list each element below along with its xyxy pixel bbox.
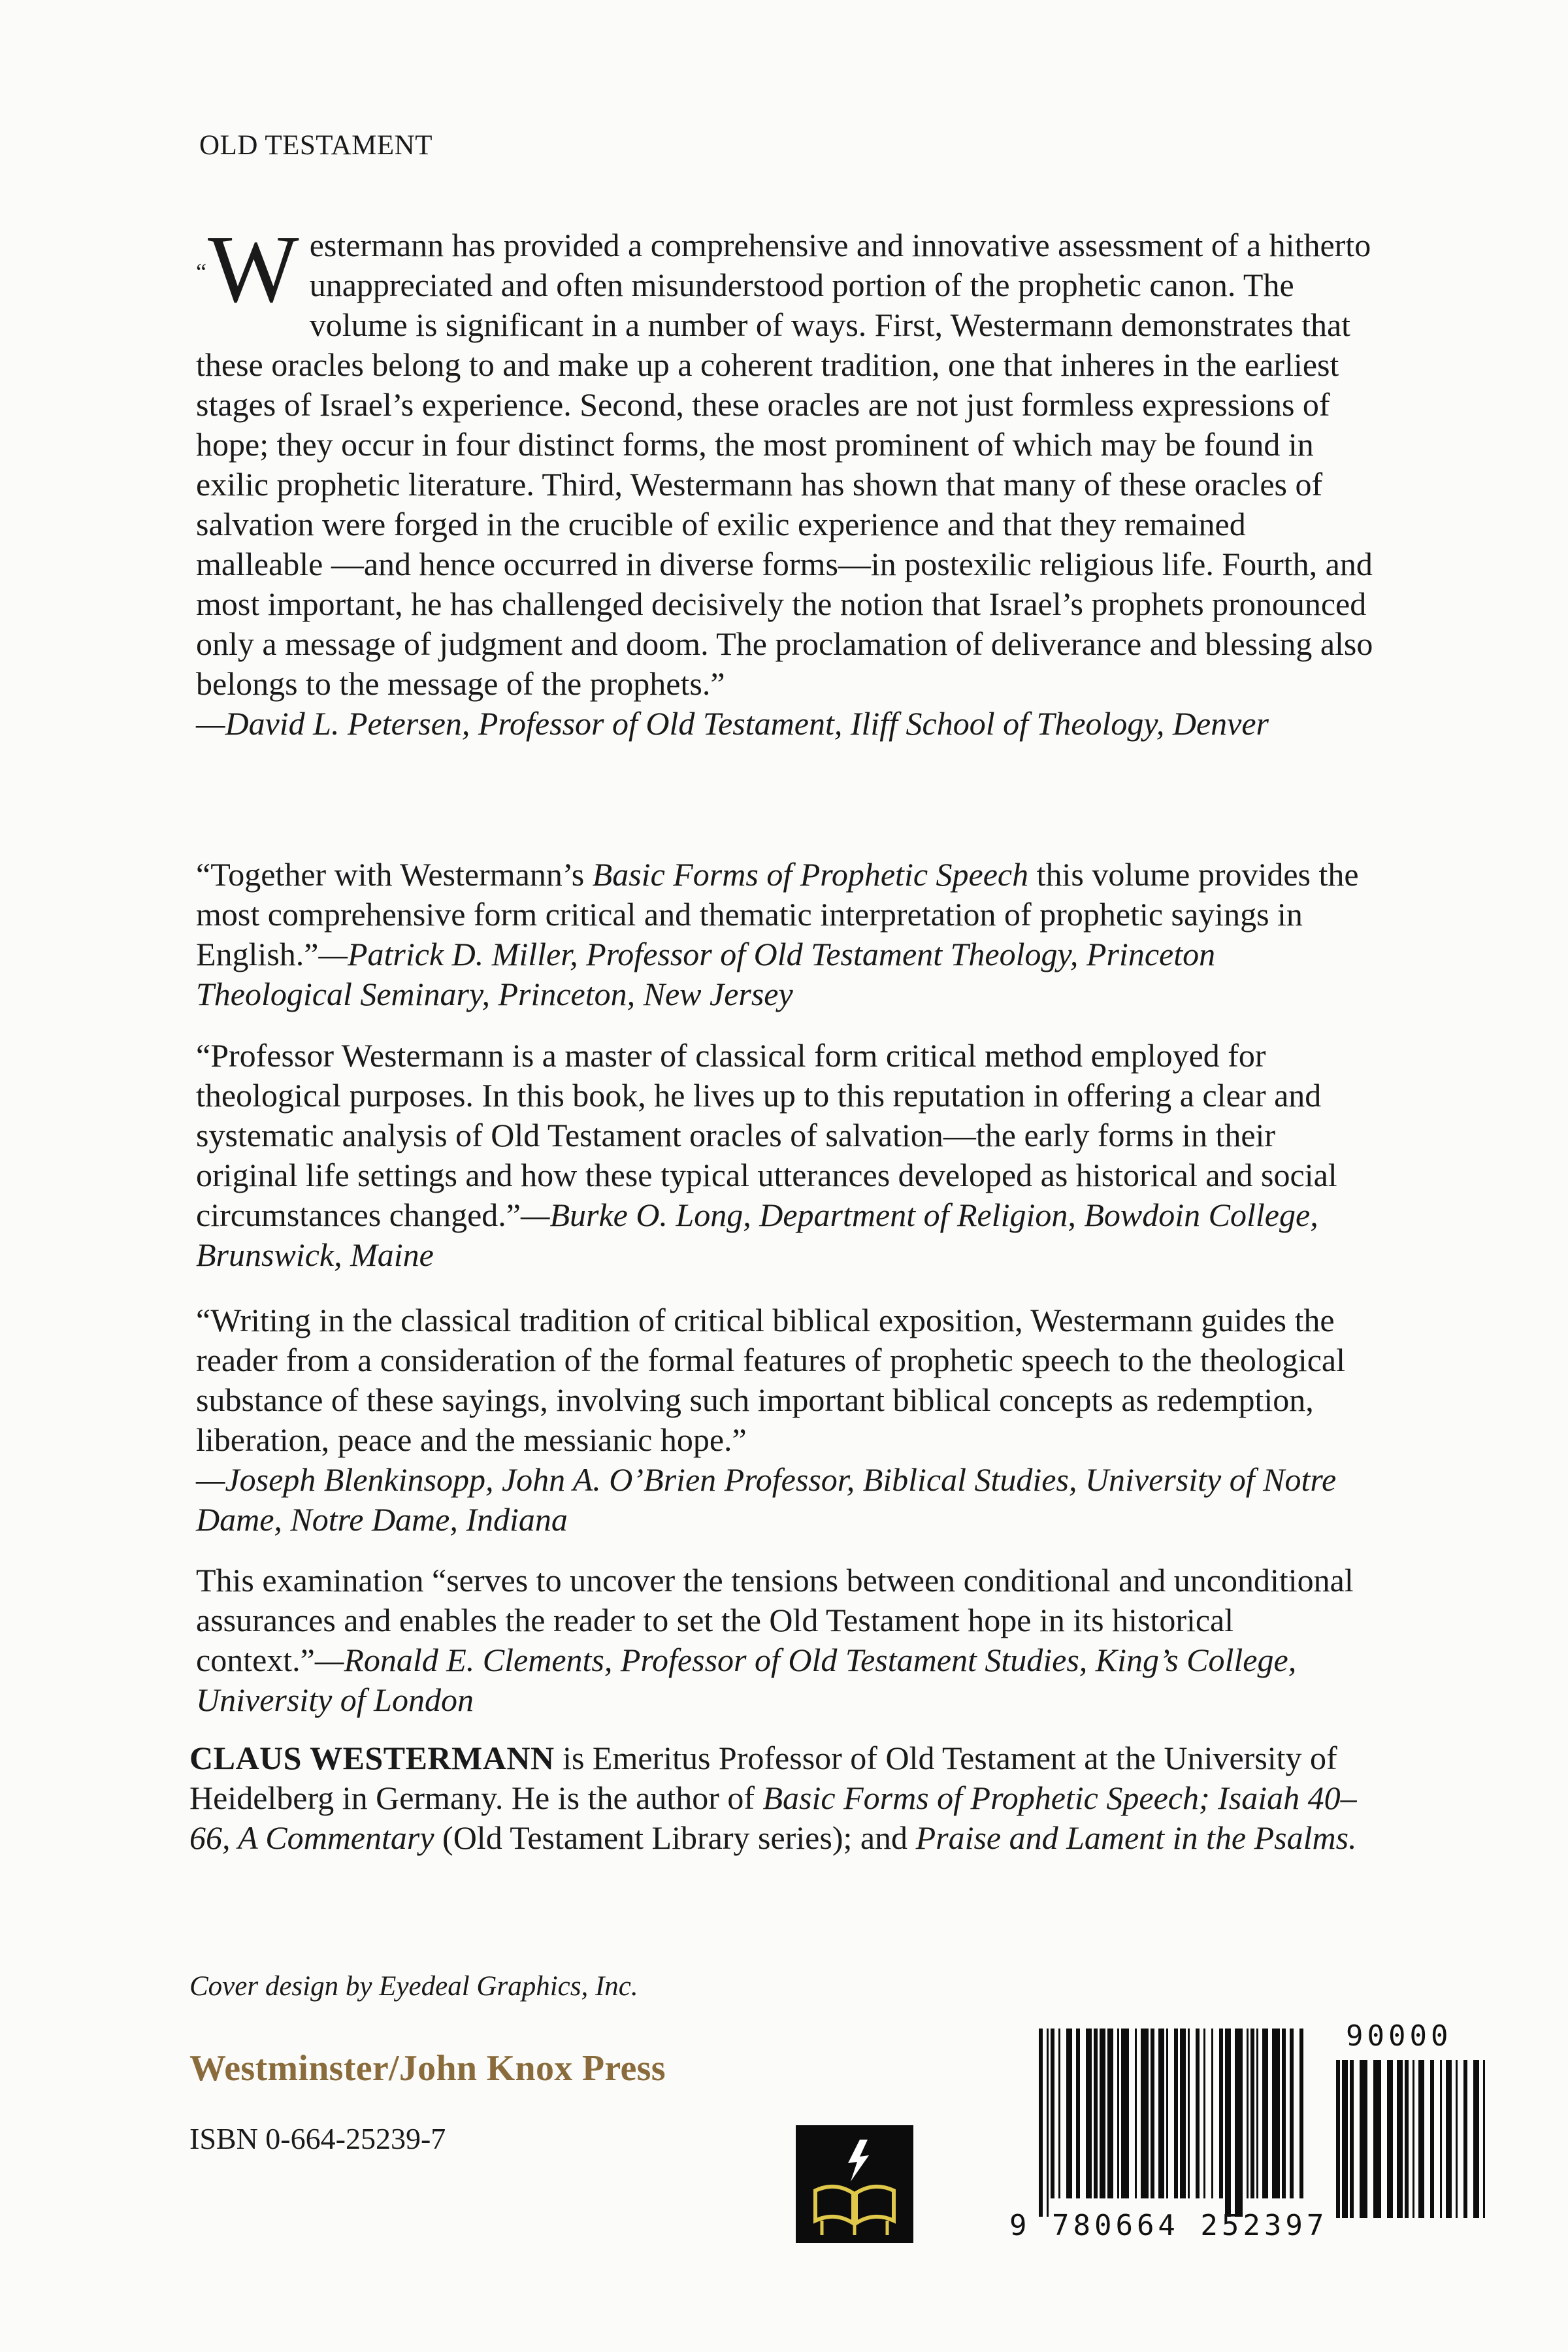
barcode-bar <box>1235 2029 1243 2217</box>
barcode-bar <box>1225 2029 1231 2217</box>
author-name: CLAUS WESTERMANN <box>189 1740 555 1776</box>
barcode-bar <box>1086 2029 1092 2198</box>
barcode-bar <box>1158 2029 1164 2198</box>
barcode-bar <box>1100 2029 1105 2198</box>
barcode-bar <box>1446 2060 1452 2218</box>
barcode-bar <box>1430 2060 1434 2218</box>
barcode-addon-digits: 90000 <box>1346 2019 1452 2053</box>
barcode-bar <box>1107 2029 1113 2198</box>
isbn: ISBN 0-664-25239-7 <box>189 2122 446 2155</box>
quote-blenkinsopp <box>196 1300 1379 1540</box>
barcode-bar <box>1076 2029 1080 2198</box>
barcode-bar <box>1039 2029 1043 2217</box>
barcode-bar <box>1256 2029 1258 2198</box>
barcode-bar <box>1166 2029 1168 2198</box>
quote-body: “Professor Westermann is a master of classical form critical method employed for theological purposes. In this book, he lives up to this reputation in offering a clear and systematic analysis of Old Testament oracles of salvation—the early forms in their original life settings and how these typical utterances developed as historical and social circumstances changed.” <box>196 1037 1337 1233</box>
barcode-bar <box>1174 2029 1178 2198</box>
barcode-bar <box>1299 2029 1303 2198</box>
barcode-bar <box>1117 2029 1119 2198</box>
quote-body: “Writing in the classical tradition of critical biblical exposition, Westermann guides the reader from a consideration of the formal features of prophetic speech to the theological substance of these sayings, involving such important biblical concepts as redemption, liberation, peace and the messianic hope.” <box>196 1302 1345 1458</box>
barcode-bar <box>1336 2060 1340 2218</box>
barcode-main-digits: 9 780664 252397 <box>1009 2209 1328 2242</box>
author-bio: CLAUS WESTERMANN is Emeritus Professor of Old Testament at the University of Heidelberg in Germany. He is the author of Basic Forms of Prophetic Speech; Isaiah 40–66, A Commentary (Old Testament Library series); and Praise and Lament in the Psalms. <box>189 1740 1357 1856</box>
quote-miller <box>196 855 1379 1014</box>
barcode-bar <box>1151 2029 1154 2198</box>
barcode-bar <box>1405 2060 1409 2218</box>
cover-credit: Cover design by Eyedeal Graphics, Inc. <box>189 1971 638 2002</box>
barcode-bar <box>1342 2060 1348 2218</box>
barcode-bar <box>1483 2060 1485 2218</box>
barcode-bar <box>1373 2060 1381 2218</box>
barcode-bar <box>1473 2060 1479 2218</box>
barcode-bar <box>1463 2060 1467 2218</box>
drop-cap: “W <box>196 216 299 323</box>
barcode-bar <box>1272 2029 1280 2198</box>
barcode-bar <box>1418 2060 1424 2218</box>
barcode-bar <box>1413 2060 1414 2218</box>
quote-clements <box>196 1561 1379 1720</box>
quote-long <box>196 1036 1379 1275</box>
quote-body: this volume provides the most comprehensive form critical and thematic interpretation of prophetic sayings in English.” <box>196 856 1359 972</box>
barcode-bar <box>1051 2029 1054 2198</box>
barcode-bar <box>1397 2060 1403 2218</box>
barcode-bar <box>1196 2029 1200 2198</box>
barcode-bar <box>1350 2060 1354 2218</box>
barcode-bar <box>1440 2060 1442 2218</box>
quote-attribution: —Joseph Blenkinsopp, John A. O’Brien Professor, Biblical Studies, University of Notre Dame, Notre Dame, Indiana <box>196 1461 1337 1538</box>
barcode-bar <box>1247 2029 1249 2198</box>
barcode-bar <box>1141 2029 1149 2198</box>
quote-attribution: —David L. Petersen, Professor of Old Testament, Iliff School of Theology, Denver <box>196 705 1269 742</box>
barcode-bar <box>1456 2060 1458 2218</box>
barcode-bar <box>1211 2029 1213 2198</box>
barcode-bar <box>1066 2029 1072 2198</box>
quote-petersen <box>196 216 1379 744</box>
barcode-bar <box>1282 2029 1286 2198</box>
quote-body: estermann has provided a comprehensive and innovative assessment of a hitherto unappreciated and often misunderstood portion of the prophetic canon. The volume is significant in a number of ways. First, Westermann demonstrates that these oracles belong to and make up a coherent tradition, one that inheres in the earliest stages of Israel’s experience. Second, these oracles are not just formless expressions of hope; they occur in four distinct forms, the most prominent of which may be found in exilic prophetic literature. Third, Westermann has shown that many of these oracles of salvation were forged in the crucible of exilic experience and that they remained malleable —and hence occurred in diverse forms—in postexilic religious life. Fourth, and most important, he has challenged decisively the notion that Israel’s prophets pronounced only a message of judgment and doom. The proclamation of deliverance and blessing also belongs to the message of the prophets.” <box>196 227 1373 702</box>
barcode-bar <box>1094 2029 1098 2198</box>
publisher-name: Westminster/John Knox Press <box>189 2048 666 2089</box>
barcode-bar <box>1047 2029 1049 2217</box>
author-book: Praise and Lament in the Psalms. <box>915 1819 1357 1856</box>
quote-attribution: —Ronald E. Clements, Professor of Old Testament Studies, King’s College, University of London <box>196 1642 1297 1718</box>
barcode-bar <box>1180 2029 1186 2198</box>
quote-attribution: —Patrick D. Miller, Professor of Old Testament Theology, Princeton Theological Seminary, Princeton, New Jersey <box>196 936 1216 1012</box>
barcode-bar <box>1387 2060 1393 2218</box>
publisher-logo <box>796 2125 913 2243</box>
barcode-bar <box>1360 2060 1367 2218</box>
barcode-bar <box>1290 2029 1294 2198</box>
open-book-icon <box>796 2125 913 2243</box>
barcode-bar <box>1188 2029 1190 2198</box>
barcode <box>996 2019 1493 2242</box>
barcode-bar <box>1121 2029 1129 2198</box>
quote-book-title: Basic Forms of Prophetic Speech <box>592 856 1029 893</box>
quote-body: “Together with Westermann’s <box>196 856 593 893</box>
barcode-bar <box>1058 2029 1060 2198</box>
barcode-bar <box>1219 2029 1223 2198</box>
author-book: Basic Forms of Prophetic Speech; Isaiah 40–66, A Commentary <box>189 1780 1357 1856</box>
barcode-bar <box>1135 2029 1137 2198</box>
barcode-bar <box>1203 2029 1205 2198</box>
barcode-bar <box>1250 2029 1254 2198</box>
barcode-bar <box>1262 2029 1268 2198</box>
quote-body: This examination “serves to uncover the tensions between conditional and unconditional assurances and enables the reader to set the Old Testament hope in its historical context.” <box>196 1562 1354 1678</box>
quote-attribution: —Burke O. Long, Department of Religion, Bowdoin College, Brunswick, Maine <box>196 1197 1318 1273</box>
category-label: OLD TESTAMENT <box>199 130 433 161</box>
